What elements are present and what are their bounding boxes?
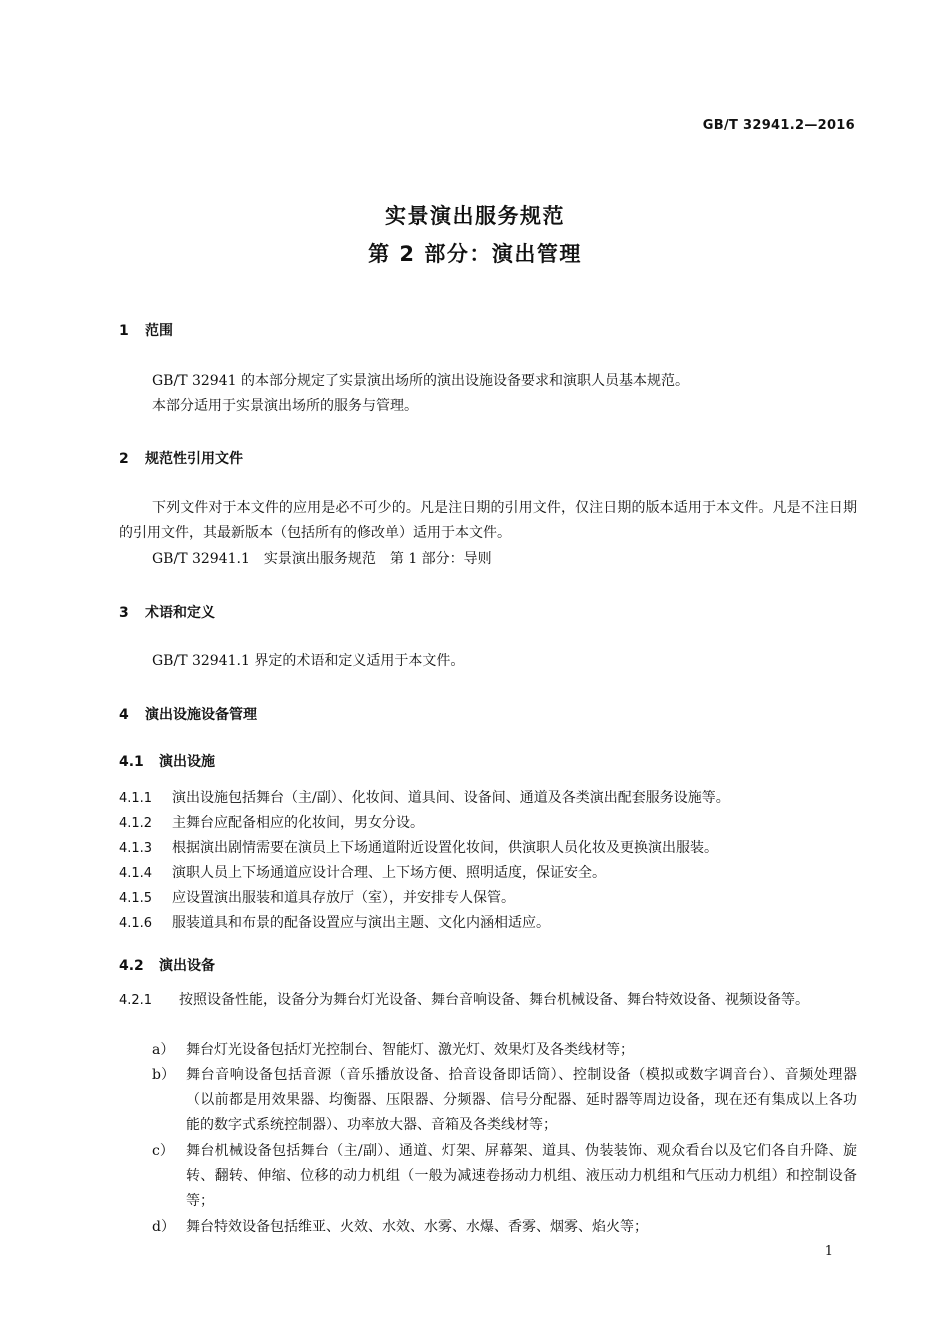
clause-text: 服装道具和布景的配备设置应与演出主题、文化内涵相适应。 xyxy=(172,915,550,931)
clause-number: 4.1.1 xyxy=(119,791,153,806)
clause-4-1-1 xyxy=(119,787,730,807)
clause-text: 演职人员上下场通道应设计合理、上下场方便、照明适度，保证安全。 xyxy=(172,865,606,881)
document-title: 实景演出服务规范 xyxy=(385,204,565,228)
list-marker: d） xyxy=(152,1219,175,1235)
clause-number: 4.1.5 xyxy=(119,891,153,906)
subsection-title: 演出设施 xyxy=(159,754,215,770)
clause-4-1-2 xyxy=(119,812,424,832)
clause-number: 4.1.6 xyxy=(119,916,153,931)
scope-paragraph-1: GB/T 32941 的本部分规定了实景演出场所的演出设施设备要求和演职人员基本规范。 xyxy=(152,373,689,389)
clause-number: 4.1.4 xyxy=(119,866,153,881)
list-item-text: 舞台灯光设备包括灯光控制台、智能灯、激光灯、效果灯及各类线材等； xyxy=(186,1042,634,1058)
clause-4-1-4 xyxy=(119,862,606,882)
references-paragraph: 下列文件对于本文件的应用是必不可少的。凡是注日期的引用文件，仅注日期的版本适用于本文件。凡是不注日期的引用文件，其最新版本（包括所有的修改单）适用于本文件。 xyxy=(119,500,857,541)
section-heading-equipment-management xyxy=(119,704,257,724)
subsection-heading-equipment xyxy=(119,955,215,975)
section-heading-normative-references xyxy=(119,448,243,468)
clause-text: 演出设施包括舞台（主/副）、化妆间、道具间、设备间、通道及各类演出配套服务设施等。 xyxy=(172,790,730,806)
section-number: 1 xyxy=(119,323,129,339)
reference-entry: GB/T 32941.1 实景演出服务规范 第 1 部分：导则 xyxy=(152,551,492,567)
list-item-text: 舞台音响设备包括音源（音乐播放设备、拾音设备即话筒）、控制设备（模拟或数字调音台）、音频处理器（以前都是用效果器、均衡器、压限器、分频器、信号分配器、延时器等周边设备，现在还有集成以上各功能的数字式系统控制器）、功率放大器、音箱及各类线材等； xyxy=(186,1067,857,1133)
clause-4-1-5 xyxy=(119,887,515,907)
scope-paragraph-2: 本部分适用于实景演出场所的服务与管理。 xyxy=(152,398,418,414)
section-title: 术语和定义 xyxy=(145,605,215,621)
subsection-heading-facilities xyxy=(119,751,215,771)
list-item-text: 舞台特效设备包括维亚、火效、水效、水雾、水爆、香雾、烟雾、焰火等； xyxy=(186,1219,648,1235)
clause-text: 应设置演出服装和道具存放厅（室），并安排专人保管。 xyxy=(172,890,515,906)
list-item-text: 舞台机械设备包括舞台（主/副）、通道、灯架、屏幕架、道具、伪装装饰、观众看台以及它们各自升降、旋转、翻转、伸缩、位移的动力机组（一般为减速卷扬动力机组、液压动力机组和气压动力机组）和控制设备等； xyxy=(186,1143,857,1209)
clause-number: 4.1.3 xyxy=(119,841,153,856)
clause-text: 主舞台应配备相应的化妆间，男女分设。 xyxy=(172,815,424,831)
page-number: 1 xyxy=(824,1244,833,1259)
section-title: 演出设施设备管理 xyxy=(145,707,257,723)
subsection-title: 演出设备 xyxy=(159,958,215,974)
section-number: 2 xyxy=(119,451,129,467)
section-title: 规范性引用文件 xyxy=(145,451,243,467)
section-number: 4 xyxy=(119,707,129,723)
list-marker: b） xyxy=(152,1067,175,1083)
section-number: 3 xyxy=(119,605,129,621)
clause-text: 按照设备性能，设备分为舞台灯光设备、舞台音响设备、舞台机械设备、舞台特效设备、视频设备等。 xyxy=(179,992,809,1008)
clause-text: 根据演出剧情需要在演员上下场通道附近设置化妆间，供演职人员化妆及更换演出服装。 xyxy=(172,840,718,856)
terms-paragraph: GB/T 32941.1 界定的术语和定义适用于本文件。 xyxy=(152,653,465,669)
document-subtitle: 第 2 部分：演出管理 xyxy=(368,242,582,266)
clause-4-1-6 xyxy=(119,912,550,932)
list-item-c xyxy=(152,1139,857,1214)
list-item-d xyxy=(152,1215,857,1240)
list-item-b xyxy=(152,1063,857,1138)
clause-4-1-3 xyxy=(119,837,718,857)
section-heading-terms xyxy=(119,602,215,622)
list-item-a xyxy=(152,1038,857,1063)
subsection-number: 4.2 xyxy=(119,958,144,974)
subsection-number: 4.1 xyxy=(119,754,144,770)
list-marker: c） xyxy=(152,1143,174,1159)
clause-4-2-1 xyxy=(119,988,857,1013)
clause-number: 4.1.2 xyxy=(119,816,153,831)
list-marker: a） xyxy=(152,1042,175,1058)
section-heading-scope xyxy=(119,320,173,340)
standard-code: GB/T 32941.2—2016 xyxy=(702,118,855,133)
clause-number: 4.2.1 xyxy=(119,993,153,1008)
section-title: 范围 xyxy=(145,323,173,339)
